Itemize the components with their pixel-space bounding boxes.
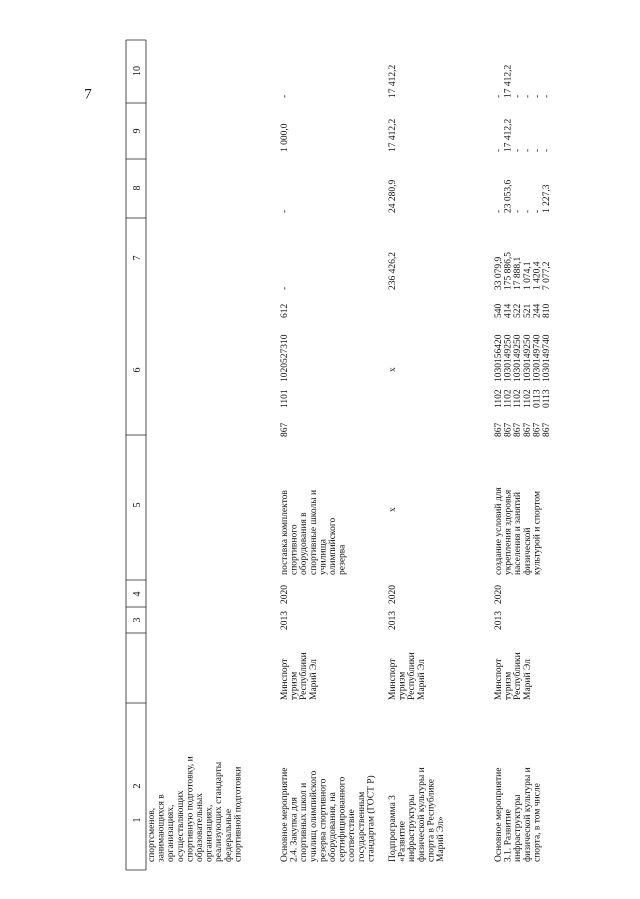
cell-c1-row0: спортивной подготовки bbox=[233, 766, 244, 862]
cell-c2-row2: Марий Эл bbox=[416, 659, 427, 700]
cell-c1-row0: занимающихся в bbox=[156, 794, 167, 862]
cell-c9-row3: - bbox=[532, 148, 543, 152]
cell-c7-row3: 1 074,1 bbox=[522, 261, 533, 290]
cell-c5-row1: резерва bbox=[337, 544, 348, 575]
cell-c8-row3: 23 053,6 bbox=[503, 179, 514, 213]
cell-c2-row3: Минспорт bbox=[494, 658, 504, 700]
cell-c10-row2: 17 412,2 bbox=[388, 64, 398, 98]
cell-c5-row1: оборудования в bbox=[299, 512, 310, 575]
cell-c5-row1: спортивные школы и bbox=[308, 489, 319, 575]
cell-c2-row1: туризм bbox=[289, 671, 300, 700]
column-header-6: 6 bbox=[132, 367, 143, 373]
cell-c1-row1: стандартам (ГОСТ Р) bbox=[366, 775, 377, 862]
cell-c6b-row3: 1102 bbox=[513, 389, 524, 408]
column-header-5: 5 bbox=[132, 502, 143, 508]
cell-c5-row3: создание условий для bbox=[494, 487, 504, 575]
cell-c6a-row1: 867 bbox=[280, 422, 290, 437]
cell-c6a-row3: 867 bbox=[503, 422, 514, 437]
cell-c6a-row3: 867 bbox=[542, 422, 552, 437]
cell-c1-row2: физической культуры и bbox=[416, 767, 427, 862]
cell-c1-row0: образовательных bbox=[195, 793, 205, 862]
cell-c1-row2: спорта в Республике bbox=[426, 779, 437, 862]
cell-c6c-row3: 1030149250 bbox=[513, 334, 524, 382]
cell-c2-row1: Марий Эл bbox=[308, 659, 319, 700]
cell-c6a-row3: 867 bbox=[494, 422, 504, 437]
cell-c1-row1: 2.4. Закупка для bbox=[289, 797, 300, 862]
column-header-8: 8 bbox=[132, 185, 143, 191]
cell-c1-row1: оборудования, на bbox=[328, 792, 338, 862]
cell-c8-row3: 1 227,3 bbox=[542, 184, 552, 213]
cell-c5-row3: физической bbox=[522, 527, 533, 575]
cell-c1-row1: соответствие bbox=[347, 809, 358, 862]
cell-c2-row3: Марий Эл bbox=[522, 659, 533, 700]
cell-c10-row3: - bbox=[494, 94, 504, 98]
cell-c8-row3: - bbox=[494, 209, 504, 213]
cell-c1-row0: спортивную подготовку, и bbox=[185, 756, 196, 862]
cell-c1-row3: Основное мероприятие bbox=[494, 767, 504, 862]
cell-c8-row2: 24 280,9 bbox=[388, 179, 398, 213]
cell-c8-row3: - bbox=[532, 209, 543, 213]
cell-c6d-row3: 244 bbox=[532, 303, 543, 318]
cell-c1-row1: спортивных школ и bbox=[299, 782, 310, 862]
cell-c6d-row3: 810 bbox=[542, 303, 552, 318]
cell-c5-row3: населения и занятий bbox=[513, 492, 524, 575]
cell-c8-row3: - bbox=[522, 209, 533, 213]
cell-c6b-row3: 0113 bbox=[532, 389, 543, 408]
cell-c9-row3: - bbox=[542, 148, 552, 152]
cell-c6c-row3: 1030149740 bbox=[542, 334, 552, 382]
cell-c3-row1: 2013 bbox=[280, 611, 290, 630]
cell-c7-row2: 236 426,2 bbox=[388, 252, 398, 290]
cell-c5-row2: x bbox=[388, 507, 398, 512]
cell-c7-row3: 7 077,2 bbox=[542, 261, 552, 290]
cell-c5-row1: олимпийского bbox=[328, 517, 338, 575]
table-body bbox=[147, 65, 552, 863]
cell-c2-row2: Республики bbox=[407, 652, 418, 700]
cell-c1-row2: Подпрограмма 3 bbox=[388, 795, 398, 862]
cell-c6b-row3: 1102 bbox=[503, 389, 514, 408]
cell-c7-row3: 175 886,5 bbox=[503, 252, 514, 290]
column-headers bbox=[132, 66, 143, 823]
cell-c9-row3: - bbox=[513, 148, 524, 152]
cell-c9-row3: - bbox=[522, 148, 533, 152]
cell-c2-row1: Минспорт bbox=[280, 658, 290, 700]
cell-c1-row0: реализующих стандарты bbox=[214, 761, 225, 862]
cell-c4-row3: 2020 bbox=[494, 585, 504, 604]
cell-c10-row3: - bbox=[513, 94, 524, 98]
cell-c1-row3: 3.1. Развитие bbox=[503, 809, 514, 862]
cell-c1-row0: осуществляющих bbox=[175, 790, 186, 862]
cell-c6d-row3: 540 bbox=[494, 303, 504, 318]
cell-c7-row1: - bbox=[280, 286, 290, 290]
cell-c4-row2: 2020 bbox=[388, 585, 398, 604]
cell-c10-row3: - bbox=[542, 94, 552, 98]
cell-c6a-row3: 867 bbox=[532, 422, 543, 437]
column-header-9: 9 bbox=[132, 128, 143, 134]
cell-c1-row2: Марий Эл» bbox=[436, 816, 446, 862]
cell-c5-row3: укрепления здоровья bbox=[503, 489, 514, 575]
cell-c10-row3: - bbox=[522, 94, 533, 98]
cell-c5-row1: спортивного bbox=[289, 524, 300, 575]
cell-c7-row3: 17 888,1 bbox=[513, 256, 524, 290]
cell-c10-row1: - bbox=[280, 94, 290, 98]
cell-c2-row2: Минспорт bbox=[388, 658, 398, 700]
cell-c8-row1: - bbox=[280, 209, 290, 213]
cell-c9-row2: 17 412,2 bbox=[388, 118, 398, 152]
cell-c2-row3: туризм bbox=[503, 671, 514, 700]
cell-c10-row3: - bbox=[532, 94, 543, 98]
cell-c1-row1: государственным bbox=[356, 791, 367, 862]
cell-c5-row1: поставка комплектов bbox=[280, 490, 290, 575]
cell-c6c-row3: 1030149250 bbox=[503, 334, 514, 382]
cell-c3-row3: 2013 bbox=[494, 611, 504, 630]
cell-c6b-row1: 1101 bbox=[280, 389, 290, 408]
cell-c5-row3: культурой и спортом bbox=[532, 490, 543, 575]
cell-c6c-row3: 1030149250 bbox=[522, 334, 533, 382]
cell-c1-row0: организациях, bbox=[166, 804, 177, 862]
cell-c1-row1: училищ олимпийского bbox=[308, 770, 319, 862]
column-header-2: 2 bbox=[132, 783, 143, 789]
cell-c10-row3: 17 412,2 bbox=[503, 64, 514, 98]
cell-c6b-row3: 0113 bbox=[542, 389, 552, 408]
cell-c1-row3: спорта, в том числе bbox=[532, 783, 543, 862]
cell-c2-row1: Республики bbox=[299, 652, 310, 700]
cell-c1-row0: спортсменов, bbox=[147, 807, 157, 862]
cell-c6c-row3: 1030156420 bbox=[494, 334, 504, 382]
cell-c5-row1: училища bbox=[318, 539, 329, 575]
column-header-4: 4 bbox=[132, 591, 143, 597]
cell-c6c-row1: 1020527310 bbox=[280, 334, 290, 382]
cell-c6d-row3: 521 bbox=[522, 303, 533, 318]
cell-c9-row3: 17 412,2 bbox=[503, 118, 514, 152]
cell-c1-row1: Основное мероприятие bbox=[280, 767, 290, 862]
cell-c4-row1: 2020 bbox=[280, 585, 290, 604]
cell-c1-row3: физической культуры и bbox=[522, 767, 533, 862]
cell-c8-row3: - bbox=[513, 209, 524, 213]
cell-c1-row0: федеральные bbox=[223, 808, 234, 862]
cell-c6a-row3: 867 bbox=[513, 422, 524, 437]
cell-c1-row0: организациях, bbox=[204, 804, 215, 862]
cell-c6d-row3: 414 bbox=[503, 303, 514, 318]
page-number: 7 bbox=[84, 86, 92, 103]
cell-c6a-row3: 867 bbox=[522, 422, 533, 437]
cell-c2-row3: Республики bbox=[513, 652, 524, 700]
table-grid bbox=[126, 40, 146, 870]
cell-c6d-row1: 612 bbox=[280, 303, 290, 318]
cell-c6d-row3: 522 bbox=[513, 303, 524, 318]
cell-c1-row1: резерва спортивного bbox=[318, 778, 329, 862]
cell-c9-row3: - bbox=[494, 148, 504, 152]
cell-c1-row3: инфраструктуры bbox=[513, 794, 524, 862]
cell-c3-row2: 2013 bbox=[388, 611, 398, 630]
cell-c9-row1: 1 000,0 bbox=[280, 123, 290, 152]
cell-c6b-row3: 1102 bbox=[522, 389, 533, 408]
cell-c6c-row3: 1030149740 bbox=[532, 334, 543, 382]
column-header-1: 1 bbox=[132, 817, 143, 823]
cell-c6b-row3: 1102 bbox=[494, 389, 504, 408]
cell-c7-row3: 1 420,4 bbox=[532, 261, 543, 290]
column-header-10: 10 bbox=[132, 66, 143, 76]
column-header-3: 3 bbox=[132, 617, 143, 623]
cell-c6c-row2: x bbox=[388, 367, 398, 372]
cell-c1-row1: сертифицированного bbox=[337, 776, 348, 862]
cell-c1-row2: инфраструктуры bbox=[407, 794, 418, 862]
cell-c2-row2: туризм bbox=[397, 671, 408, 700]
column-header-7: 7 bbox=[132, 255, 143, 261]
cell-c7-row3: 33 079,9 bbox=[494, 256, 504, 290]
cell-c1-row2: «Развитие bbox=[397, 820, 408, 862]
